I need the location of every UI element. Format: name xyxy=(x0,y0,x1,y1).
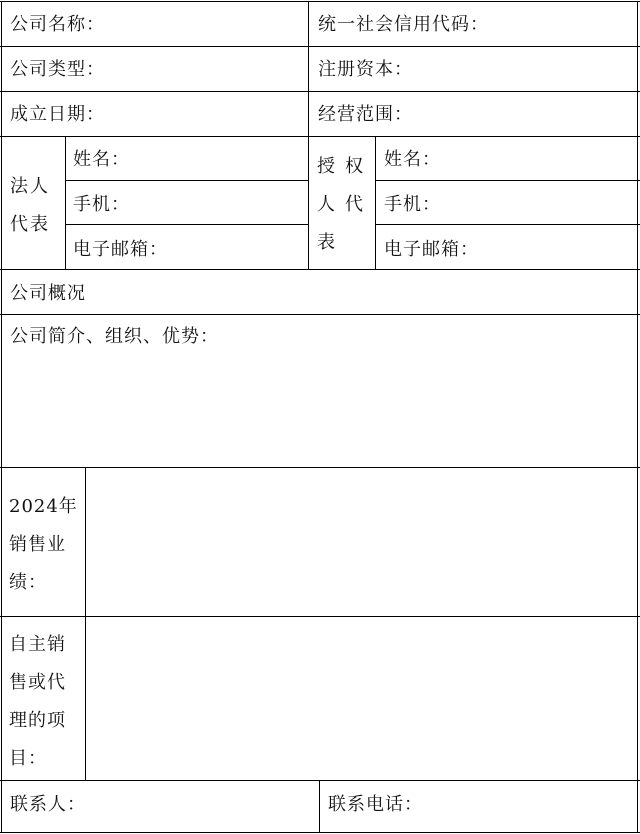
contact-person-label: 联系人： xyxy=(10,794,86,815)
authorized-rep-email-label: 电子邮箱： xyxy=(384,239,479,260)
authorized-rep-mobile-label: 手机： xyxy=(384,194,441,215)
registered-capital-field[interactable] xyxy=(420,48,635,90)
intro-label: 公司简介、组织、优势： xyxy=(10,326,219,347)
authorized-rep-name-field[interactable] xyxy=(440,138,635,179)
legal-rep-email-field[interactable] xyxy=(170,226,306,268)
sales-label: 2024年销售业绩： xyxy=(9,496,78,593)
row-divider xyxy=(65,224,308,225)
authorized-rep-mobile-field[interactable] xyxy=(440,182,635,223)
contact-person-field[interactable] xyxy=(90,782,317,830)
row-divider xyxy=(0,136,640,137)
row-divider xyxy=(0,616,640,617)
registered-capital-label: 注册资本： xyxy=(318,59,413,80)
business-scope-label: 经营范围： xyxy=(318,104,413,125)
projects-label: 自主销售或代理的项目： xyxy=(9,634,66,769)
established-date-label: 成立日期： xyxy=(10,104,105,125)
company-name-field[interactable] xyxy=(110,3,306,45)
legal-rep-label: 法人代表 xyxy=(10,176,50,235)
row-divider xyxy=(65,180,308,181)
row-divider xyxy=(0,91,640,92)
table-border-right xyxy=(637,1,638,833)
row-divider xyxy=(375,224,640,225)
established-date-field[interactable] xyxy=(110,93,306,135)
authorized-rep-name-label: 姓名： xyxy=(384,149,441,170)
company-type-field[interactable] xyxy=(110,48,306,90)
row-divider xyxy=(0,314,640,315)
column-divider xyxy=(85,467,86,780)
credit-code-label: 统一社会信用代码： xyxy=(318,14,489,35)
table-border-top xyxy=(0,1,640,2)
legal-rep-email-label: 电子邮箱： xyxy=(73,239,168,260)
column-divider xyxy=(375,136,376,269)
row-divider xyxy=(375,180,640,181)
table-border-left xyxy=(1,1,2,833)
legal-rep-name-field[interactable] xyxy=(130,138,306,179)
company-type-label: 公司类型： xyxy=(10,59,105,80)
contact-phone-label: 联系电话： xyxy=(328,794,423,815)
column-divider xyxy=(308,1,309,269)
column-divider xyxy=(65,136,66,269)
legal-rep-mobile-field[interactable] xyxy=(130,182,306,223)
overview-title: 公司概况 xyxy=(10,283,86,304)
table-border-bottom xyxy=(0,832,640,833)
row-divider xyxy=(0,467,640,468)
authorized-rep-email-field[interactable] xyxy=(480,226,635,268)
company-name-label: 公司名称： xyxy=(10,14,105,35)
authorized-rep-label: 授权人代表 xyxy=(317,156,373,253)
business-scope-field[interactable] xyxy=(420,93,635,135)
legal-rep-name-label: 姓名： xyxy=(73,149,130,170)
contact-phone-field[interactable] xyxy=(430,782,635,830)
legal-rep-mobile-label: 手机： xyxy=(73,194,130,215)
column-divider xyxy=(319,780,320,832)
credit-code-field[interactable] xyxy=(500,3,635,45)
projects-field[interactable] xyxy=(87,618,635,779)
sales-field[interactable] xyxy=(87,469,635,615)
row-divider xyxy=(0,780,640,781)
row-divider xyxy=(0,46,640,47)
intro-field[interactable] xyxy=(3,352,635,465)
row-divider xyxy=(0,269,640,270)
